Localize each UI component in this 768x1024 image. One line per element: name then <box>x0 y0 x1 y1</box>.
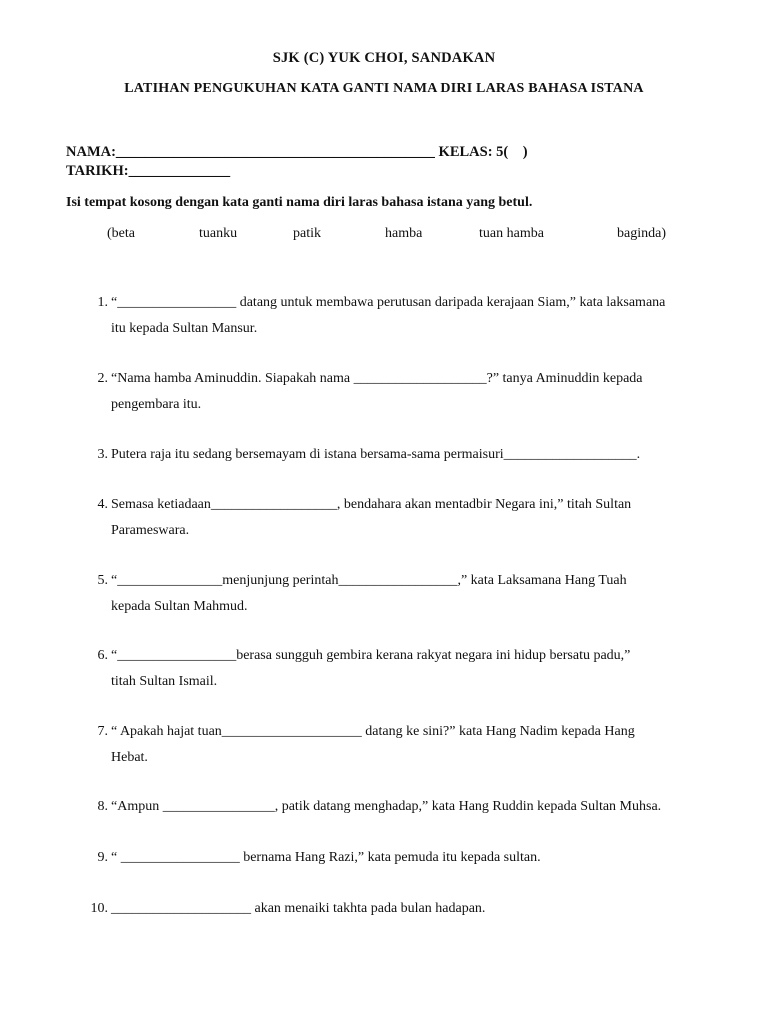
question-item <box>86 643 736 694</box>
question-number: 3. <box>97 447 108 462</box>
question-line: pengembara itu. <box>111 396 202 412</box>
word-bank-item: patik <box>293 226 321 241</box>
question-line: Putera raja itu sedang bersemayam di istana bersama-sama permaisuri___________________. <box>111 447 641 462</box>
word-bank-item: tuanku <box>199 226 238 241</box>
word-bank-item: (beta <box>107 226 135 241</box>
question-line: “_________________ datang untuk membawa perutusan daripada kerajaan Siam,” kata laksamana <box>111 295 666 310</box>
question-number: 8. <box>97 799 108 814</box>
question-item <box>86 896 736 922</box>
question-item <box>86 442 736 468</box>
question-item <box>86 568 736 619</box>
question-item <box>86 719 736 770</box>
word-bank-item: baginda) <box>617 226 666 241</box>
word-bank-item: hamba <box>385 226 423 241</box>
question-number: 5. <box>97 573 108 588</box>
question-item <box>86 845 736 871</box>
question-item <box>86 794 736 820</box>
question-line: kepada Sultan Mahmud. <box>111 598 248 614</box>
question-number: 6. <box>97 648 108 663</box>
instruction-text: Isi tempat kosong dengan kata ganti nama diri laras bahasa istana yang betul. <box>66 195 533 210</box>
question-line: titah Sultan Ismail. <box>111 673 218 689</box>
question-line: “ _________________ bernama Hang Razi,” kata pemuda itu kepada sultan. <box>111 850 541 865</box>
worksheet-title: LATIHAN PENGUKUHAN KATA GANTI NAMA DIRI LARAS BAHASA ISTANA <box>124 81 644 96</box>
question-number: 1. <box>97 295 108 310</box>
name-class-field: NAMA:____________________________________________ KELAS: 5( ) <box>66 144 528 160</box>
question-line: Hebat. <box>111 749 148 765</box>
question-number: 4. <box>97 497 108 512</box>
question-line: ____________________ akan menaiki takhta pada bulan hadapan. <box>111 901 486 916</box>
question-line: Parameswara. <box>111 522 190 538</box>
question-line: Semasa ketiadaan__________________, bendahara akan mentadbir Negara ini,” titah Sultan <box>111 497 632 512</box>
question-line: “_________________berasa sungguh gembira kerana rakyat negara ini hidup bersatu padu,” <box>111 648 631 663</box>
question-line: “_______________menjunjung perintah_________________,” kata Laksamana Hang Tuah <box>111 573 627 588</box>
question-number: 7. <box>97 724 108 739</box>
question-line: “Ampun ________________, patik datang menghadap,” kata Hang Ruddin kepada Sultan Muhsa. <box>111 799 662 814</box>
word-bank-item: tuan hamba <box>479 226 544 241</box>
question-item <box>86 290 736 341</box>
question-number: 10. <box>90 901 108 916</box>
question-line: “Nama hamba Aminuddin. Siapakah nama ___________________?” tanya Aminuddin kepada <box>111 371 643 386</box>
date-field: TARIKH:______________ <box>66 163 231 179</box>
question-item <box>86 492 736 543</box>
question-line: itu kepada Sultan Mansur. <box>111 320 258 336</box>
school-name: SJK (C) YUK CHOI, SANDAKAN <box>272 50 496 66</box>
question-number: 2. <box>97 371 108 386</box>
question-number: 9. <box>97 850 108 865</box>
question-line: “ Apakah hajat tuan____________________ datang ke sini?” kata Hang Nadim kepada Hang <box>111 724 635 739</box>
question-item <box>86 366 736 417</box>
